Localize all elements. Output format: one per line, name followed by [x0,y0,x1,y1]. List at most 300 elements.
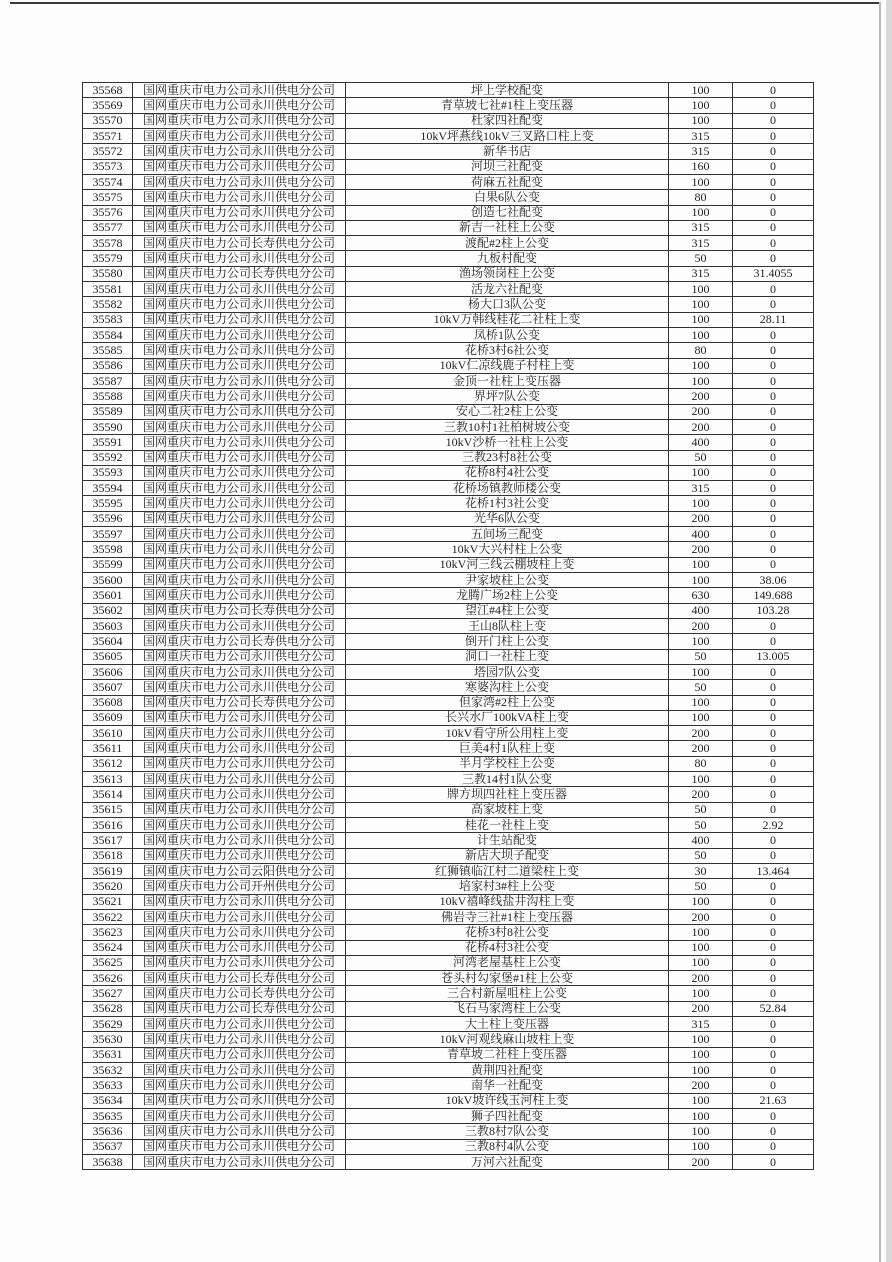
cell-id: 35581 [83,282,133,297]
cell-id: 35607 [83,680,133,695]
cell-company: 国网重庆市电力公司永川供电分公司 [133,588,346,603]
cell-energy: 0 [733,511,814,526]
cell-company: 国网重庆市电力公司永川供电分公司 [133,710,346,725]
cell-id: 35634 [83,1093,133,1108]
cell-name: 10kV禧峰线盐井沟柱上变 [346,894,669,909]
cell-name: 寒婆沟柱上公变 [346,680,669,695]
cell-capacity: 100 [669,664,733,679]
cell-energy: 0 [733,833,814,848]
cell-company: 国网重庆市电力公司永川供电分公司 [133,618,346,633]
cell-capacity: 100 [669,328,733,343]
cell-capacity: 100 [669,282,733,297]
cell-name: 杨大口3队公变 [346,297,669,312]
cell-company: 国网重庆市电力公司永川供电分公司 [133,435,346,450]
table-row [83,190,814,205]
cell-name: 九板村配变 [346,251,669,266]
cell-energy: 0 [733,1108,814,1123]
table-row [83,1078,814,1093]
cell-capacity: 100 [669,1093,733,1108]
cell-id: 35579 [83,251,133,266]
table-row [83,710,814,725]
cell-company: 国网重庆市电力公司永川供电分公司 [133,373,346,388]
cell-capacity: 50 [669,848,733,863]
cell-name: 尹家坡柱上公变 [346,573,669,588]
cell-id: 35580 [83,266,133,281]
cell-company: 国网重庆市电力公司永川供电分公司 [133,848,346,863]
cell-capacity: 80 [669,343,733,358]
cell-name: 创造七社配变 [346,205,669,220]
table-row [83,128,814,143]
cell-energy: 0 [733,236,814,251]
cell-name: 花桥1村3社公变 [346,496,669,511]
cell-company: 国网重庆市电力公司永川供电分公司 [133,542,346,557]
cell-company: 国网重庆市电力公司永川供电分公司 [133,419,346,434]
cell-company: 国网重庆市电力公司永川供电分公司 [133,144,346,159]
cell-company: 国网重庆市电力公司永川供电分公司 [133,496,346,511]
cell-name: 10kV看守所公用柱上变 [346,726,669,741]
cell-capacity: 100 [669,986,733,1001]
cell-capacity: 50 [669,680,733,695]
cell-company: 国网重庆市电力公司永川供电分公司 [133,389,346,404]
table-row [83,971,814,986]
cell-company: 国网重庆市电力公司永川供电分公司 [133,772,346,787]
cell-id: 35570 [83,113,133,128]
cell-company: 国网重庆市电力公司永川供电分公司 [133,756,346,771]
cell-id: 35620 [83,879,133,894]
cell-id: 35621 [83,894,133,909]
cell-capacity: 315 [669,220,733,235]
cell-name: 培家村3#柱上公变 [346,879,669,894]
cell-company: 国网重庆市电力公司永川供电分公司 [133,220,346,235]
table-row [83,955,814,970]
cell-company: 国网重庆市电力公司永川供电分公司 [133,113,346,128]
cell-name: 花桥4村3社公变 [346,940,669,955]
cell-company: 国网重庆市电力公司永川供电分公司 [133,511,346,526]
cell-energy: 0 [733,113,814,128]
cell-energy: 0 [733,726,814,741]
cell-capacity: 200 [669,1001,733,1016]
cell-name: 河坝三社配变 [346,159,669,174]
cell-name: 金顶一社柱上变压器 [346,373,669,388]
cell-energy: 0 [733,634,814,649]
cell-company: 国网重庆市电力公司永川供电分公司 [133,343,346,358]
cell-energy: 149.688 [733,588,814,603]
table-row [83,236,814,251]
cell-capacity: 400 [669,435,733,450]
cell-name: 新店大坝子配变 [346,848,669,863]
cell-energy: 0 [733,756,814,771]
cell-company: 国网重庆市电力公司长寿供电分公司 [133,634,346,649]
cell-id: 35577 [83,220,133,235]
table-row [83,848,814,863]
cell-id: 35571 [83,128,133,143]
table-row [83,1032,814,1047]
cell-company: 国网重庆市电力公司云阳供电分公司 [133,863,346,878]
cell-energy: 0 [733,190,814,205]
cell-id: 35602 [83,603,133,618]
cell-id: 35597 [83,527,133,542]
cell-energy: 0 [733,1032,814,1047]
table-row [83,297,814,312]
cell-energy: 2.92 [733,818,814,833]
table-row [83,680,814,695]
cell-energy: 0 [733,1139,814,1154]
table-row [83,802,814,817]
cell-id: 35605 [83,649,133,664]
cell-energy: 0 [733,741,814,756]
table-row [83,664,814,679]
cell-capacity: 315 [669,266,733,281]
table-row [83,603,814,618]
table-row [83,573,814,588]
cell-capacity: 100 [669,634,733,649]
cell-name: 10kV仁凉线鹿子村柱上变 [346,358,669,373]
cell-capacity: 200 [669,741,733,756]
table-row [83,772,814,787]
cell-name: 新吉一社柱上公变 [346,220,669,235]
cell-company: 国网重庆市电力公司永川供电分公司 [133,940,346,955]
cell-name: 大土柱上变压器 [346,1017,669,1032]
cell-company: 国网重庆市电力公司永川供电分公司 [133,925,346,940]
cell-energy: 0 [733,848,814,863]
cell-company: 国网重庆市电力公司永川供电分公司 [133,573,346,588]
cell-id: 35576 [83,205,133,220]
cell-id: 35575 [83,190,133,205]
table-row [83,909,814,924]
table-row [83,695,814,710]
cell-company: 国网重庆市电力公司永川供电分公司 [133,557,346,572]
cell-energy: 0 [733,925,814,940]
cell-name: 白果6队公变 [346,190,669,205]
cell-id: 35622 [83,909,133,924]
cell-id: 35623 [83,925,133,940]
cell-name: 安心二社2柱上公变 [346,404,669,419]
cell-id: 35617 [83,833,133,848]
cell-name: 10kV坪燕线10kV三叉路口柱上变 [346,128,669,143]
cell-energy: 0 [733,955,814,970]
table-row [83,312,814,327]
cell-energy: 13.464 [733,863,814,878]
cell-energy: 0 [733,680,814,695]
table-row [83,925,814,940]
cell-company: 国网重庆市电力公司永川供电分公司 [133,664,346,679]
cell-name: 荷麻五社配变 [346,174,669,189]
cell-energy: 0 [733,205,814,220]
cell-id: 35611 [83,741,133,756]
cell-energy: 0 [733,450,814,465]
cell-id: 35582 [83,297,133,312]
cell-energy: 38.06 [733,573,814,588]
table-row [83,1047,814,1062]
cell-id: 35596 [83,511,133,526]
cell-company: 国网重庆市电力公司永川供电分公司 [133,1124,346,1139]
cell-name: 洞口一社柱上变 [346,649,669,664]
table-row [83,557,814,572]
table-row [83,144,814,159]
table-row [83,741,814,756]
table-row [83,863,814,878]
cell-energy: 0 [733,159,814,174]
cell-id: 35624 [83,940,133,955]
cell-name: 10kV沙桥一社柱上公变 [346,435,669,450]
cell-energy: 103.28 [733,603,814,618]
cell-company: 国网重庆市电力公司永川供电分公司 [133,83,346,98]
cell-capacity: 100 [669,1124,733,1139]
cell-id: 35569 [83,98,133,113]
page-edge-gutter [886,0,892,1262]
cell-energy: 0 [733,710,814,725]
cell-id: 35627 [83,986,133,1001]
cell-name: 光华6队公变 [346,511,669,526]
cell-id: 35632 [83,1063,133,1078]
cell-id: 35604 [83,634,133,649]
cell-capacity: 400 [669,527,733,542]
cell-name: 10kV河观线麻山坡柱上变 [346,1032,669,1047]
table-row [83,1124,814,1139]
cell-company: 国网重庆市电力公司永川供电分公司 [133,894,346,909]
cell-energy: 0 [733,894,814,909]
table-row [83,511,814,526]
transformer-table-container [82,82,813,1170]
cell-id: 35572 [83,144,133,159]
cell-capacity: 200 [669,542,733,557]
cell-capacity: 80 [669,756,733,771]
table-row [83,220,814,235]
cell-capacity: 200 [669,389,733,404]
cell-energy: 0 [733,358,814,373]
table-row [83,879,814,894]
cell-id: 35616 [83,818,133,833]
table-row [83,159,814,174]
cell-capacity: 100 [669,940,733,955]
cell-company: 国网重庆市电力公司永川供电分公司 [133,833,346,848]
table-row [83,465,814,480]
table-row [83,833,814,848]
cell-company: 国网重庆市电力公司永川供电分公司 [133,174,346,189]
cell-company: 国网重庆市电力公司长寿供电分公司 [133,971,346,986]
cell-id: 35635 [83,1108,133,1123]
cell-name: 但家湾#2柱上公变 [346,695,669,710]
cell-capacity: 100 [669,710,733,725]
cell-name: 塔园7队公变 [346,664,669,679]
cell-name: 三教8村7队公变 [346,1124,669,1139]
cell-name: 坪上学校配变 [346,83,669,98]
cell-id: 35590 [83,419,133,434]
table-row [83,1154,814,1169]
cell-company: 国网重庆市电力公司永川供电分公司 [133,909,346,924]
cell-company: 国网重庆市电力公司永川供电分公司 [133,282,346,297]
table-row [83,404,814,419]
cell-energy: 0 [733,695,814,710]
cell-name: 倒开门柱上公变 [346,634,669,649]
cell-name: 南华一社配变 [346,1078,669,1093]
cell-capacity: 50 [669,818,733,833]
table-row [83,1017,814,1032]
cell-name: 狮子四社配变 [346,1108,669,1123]
cell-id: 35606 [83,664,133,679]
cell-capacity: 200 [669,419,733,434]
table-row [83,450,814,465]
cell-energy: 0 [733,435,814,450]
cell-name: 王山8队柱上变 [346,618,669,633]
cell-id: 35600 [83,573,133,588]
cell-id: 35636 [83,1124,133,1139]
cell-energy: 0 [733,128,814,143]
cell-energy: 0 [733,940,814,955]
cell-name: 凤桥1队公变 [346,328,669,343]
cell-company: 国网重庆市电力公司永川供电分公司 [133,328,346,343]
table-row [83,1093,814,1108]
table-row [83,527,814,542]
cell-company: 国网重庆市电力公司永川供电分公司 [133,190,346,205]
cell-company: 国网重庆市电力公司永川供电分公司 [133,802,346,817]
cell-energy: 0 [733,144,814,159]
cell-energy: 0 [733,971,814,986]
cell-name: 青草坡二社柱上变压器 [346,1047,669,1062]
cell-company: 国网重庆市电力公司永川供电分公司 [133,818,346,833]
cell-id: 35629 [83,1017,133,1032]
cell-company: 国网重庆市电力公司永川供电分公司 [133,1063,346,1078]
cell-id: 35638 [83,1154,133,1169]
table-row [83,649,814,664]
cell-capacity: 100 [669,573,733,588]
cell-capacity: 315 [669,1017,733,1032]
table-row [83,419,814,434]
cell-capacity: 400 [669,603,733,618]
cell-name: 黄荆四社配变 [346,1063,669,1078]
cell-company: 国网重庆市电力公司长寿供电分公司 [133,695,346,710]
cell-energy: 0 [733,1154,814,1169]
cell-capacity: 100 [669,496,733,511]
cell-energy: 13.005 [733,649,814,664]
table-row [83,588,814,603]
cell-company: 国网重庆市电力公司永川供电分公司 [133,1017,346,1032]
cell-company: 国网重庆市电力公司永川供电分公司 [133,297,346,312]
cell-name: 花桥场镇教师楼公变 [346,481,669,496]
cell-capacity: 100 [669,83,733,98]
table-row [83,98,814,113]
table-row [83,542,814,557]
cell-name: 苍头村勾家堡#1柱上公变 [346,971,669,986]
cell-name: 巨美4村1队柱上变 [346,741,669,756]
cell-capacity: 100 [669,925,733,940]
cell-energy: 0 [733,481,814,496]
cell-id: 35574 [83,174,133,189]
cell-capacity: 50 [669,802,733,817]
cell-energy: 28.11 [733,312,814,327]
cell-name: 牌方坝四社柱上变压器 [346,787,669,802]
cell-capacity: 100 [669,1047,733,1062]
cell-energy: 52.84 [733,1001,814,1016]
cell-capacity: 100 [669,113,733,128]
cell-id: 35592 [83,450,133,465]
table-row [83,373,814,388]
cell-name: 高家坡柱上变 [346,802,669,817]
cell-id: 35585 [83,343,133,358]
cell-id: 35631 [83,1047,133,1062]
cell-company: 国网重庆市电力公司永川供电分公司 [133,1032,346,1047]
cell-energy: 21.63 [733,1093,814,1108]
cell-capacity: 100 [669,955,733,970]
cell-id: 35601 [83,588,133,603]
cell-name: 桂花一社柱上变 [346,818,669,833]
cell-id: 35628 [83,1001,133,1016]
cell-name: 花桥8村4社公变 [346,465,669,480]
table-row [83,266,814,281]
cell-capacity: 315 [669,481,733,496]
cell-id: 35588 [83,389,133,404]
cell-name: 望江#4柱上公变 [346,603,669,618]
cell-capacity: 630 [669,588,733,603]
cell-name: 三教8村4队公变 [346,1139,669,1154]
cell-company: 国网重庆市电力公司永川供电分公司 [133,741,346,756]
cell-capacity: 100 [669,1063,733,1078]
cell-id: 35578 [83,236,133,251]
cell-id: 35626 [83,971,133,986]
cell-energy: 0 [733,297,814,312]
table-row [83,894,814,909]
cell-energy: 0 [733,618,814,633]
table-row [83,986,814,1001]
cell-energy: 0 [733,986,814,1001]
cell-capacity: 30 [669,863,733,878]
cell-id: 35625 [83,955,133,970]
cell-energy: 0 [733,496,814,511]
cell-capacity: 80 [669,190,733,205]
cell-name: 10kV坡许线玉河柱上变 [346,1093,669,1108]
cell-name: 三教14村1队公变 [346,772,669,787]
table-row [83,481,814,496]
cell-company: 国网重庆市电力公司永川供电分公司 [133,1093,346,1108]
cell-id: 35593 [83,465,133,480]
cell-name: 河湾老屋基柱上公变 [346,955,669,970]
cell-capacity: 200 [669,1154,733,1169]
cell-company: 国网重庆市电力公司永川供电分公司 [133,481,346,496]
cell-capacity: 100 [669,894,733,909]
cell-name: 杜家四社配变 [346,113,669,128]
cell-id: 35591 [83,435,133,450]
cell-capacity: 100 [669,174,733,189]
cell-name: 计生站配变 [346,833,669,848]
cell-energy: 0 [733,404,814,419]
cell-company: 国网重庆市电力公司永川供电分公司 [133,205,346,220]
cell-company: 国网重庆市电力公司永川供电分公司 [133,1154,346,1169]
cell-name: 长兴水厂100kVA柱上变 [346,710,669,725]
cell-capacity: 100 [669,557,733,572]
cell-energy: 0 [733,772,814,787]
cell-id: 35603 [83,618,133,633]
table-row [83,343,814,358]
cell-capacity: 315 [669,144,733,159]
table-row [83,726,814,741]
cell-capacity: 100 [669,297,733,312]
cell-capacity: 100 [669,205,733,220]
cell-capacity: 100 [669,98,733,113]
cell-energy: 0 [733,802,814,817]
table-row [83,83,814,98]
cell-company: 国网重庆市电力公司长寿供电分公司 [133,603,346,618]
page-edge-right-line [879,2,881,1262]
cell-capacity: 100 [669,465,733,480]
cell-company: 国网重庆市电力公司永川供电分公司 [133,1108,346,1123]
cell-id: 35584 [83,328,133,343]
cell-energy: 0 [733,1124,814,1139]
cell-energy: 0 [733,282,814,297]
cell-company: 国网重庆市电力公司永川供电分公司 [133,1047,346,1062]
cell-id: 35594 [83,481,133,496]
cell-energy: 0 [733,1047,814,1062]
cell-capacity: 315 [669,128,733,143]
